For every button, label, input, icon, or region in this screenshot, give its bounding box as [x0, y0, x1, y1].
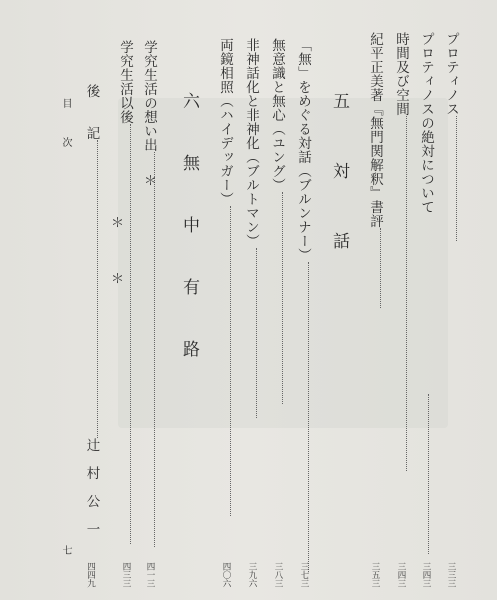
folio: 七 — [60, 545, 71, 555]
toc-entry-after-academic — [118, 40, 132, 544]
dot-leader — [308, 262, 309, 572]
entry-page: 三五三 — [370, 562, 380, 588]
entry-page: 四三三 — [121, 562, 131, 588]
entry-page: 三四三 — [396, 562, 406, 588]
entry-title: 非神話化と非神化（ブルトマン） — [243, 38, 259, 248]
separator-star: ＊ — [144, 174, 158, 189]
entry-title: 紀平正美著『無門関解釈』書評 — [367, 32, 383, 228]
toc-entry-memories — [142, 40, 156, 547]
entry-page: 四〇六 — [221, 562, 231, 588]
entry-page: 四一三 — [145, 562, 155, 588]
running-head: 目 次 — [60, 98, 71, 150]
toc-entry-heidegger — [218, 38, 232, 516]
dot-leader — [256, 248, 257, 418]
dot-leader — [413, 394, 429, 554]
dot-leader — [130, 124, 131, 544]
entry-page: 三八三 — [273, 562, 283, 588]
dot-leader — [282, 192, 283, 404]
separator-star: ＊ — [111, 216, 125, 231]
toc-entry-kihira-review — [368, 32, 382, 308]
entry-title: 学究生活の想い出 — [141, 40, 157, 152]
entry-page: 四四九 — [85, 562, 96, 588]
entry-title: プロティノスの絶対について — [418, 32, 434, 214]
entry-title: 学究生活以後 — [117, 40, 133, 124]
entry-title: 時間及び空間 — [393, 32, 409, 116]
dot-leader — [97, 140, 98, 438]
toc-entry-brunner — [296, 38, 310, 572]
separator-star: ＊ — [111, 272, 125, 287]
toc-entry-plotinus — [444, 32, 458, 241]
dot-leader — [406, 116, 407, 471]
dot-leader — [154, 152, 155, 547]
entry-title: 「無」をめぐる対話（ブルンナー） — [295, 38, 311, 262]
section-heading-dialogue: 五 対 話 — [329, 92, 349, 267]
entry-title: 両鏡相照（ハイデッガー） — [217, 38, 233, 206]
dot-leader — [380, 228, 381, 308]
entry-title: プロティノス — [443, 32, 459, 116]
toc-entry-jung — [270, 38, 284, 404]
entry-page: 三七三 — [299, 562, 309, 588]
toc-entry-time-space — [394, 32, 408, 471]
entry-title: 後 記 — [83, 84, 100, 140]
section-heading-mu-chu-u-ro: 六 無 中 有 路 — [179, 92, 199, 371]
dot-leader — [230, 206, 231, 516]
entry-page: 三四三 — [421, 562, 431, 588]
toc-entry-bultmann — [244, 38, 258, 418]
entry-title: 無意識と無心（ユング） — [269, 38, 285, 192]
toc-entry-afterword — [84, 84, 98, 536]
entry-author: 辻 村 公 一 — [83, 438, 100, 536]
dot-leader — [456, 116, 457, 241]
entry-page: 三九六 — [247, 562, 257, 588]
toc-entry-plotinus-absolute — [419, 32, 433, 214]
entry-page: 三三三 — [446, 562, 456, 588]
